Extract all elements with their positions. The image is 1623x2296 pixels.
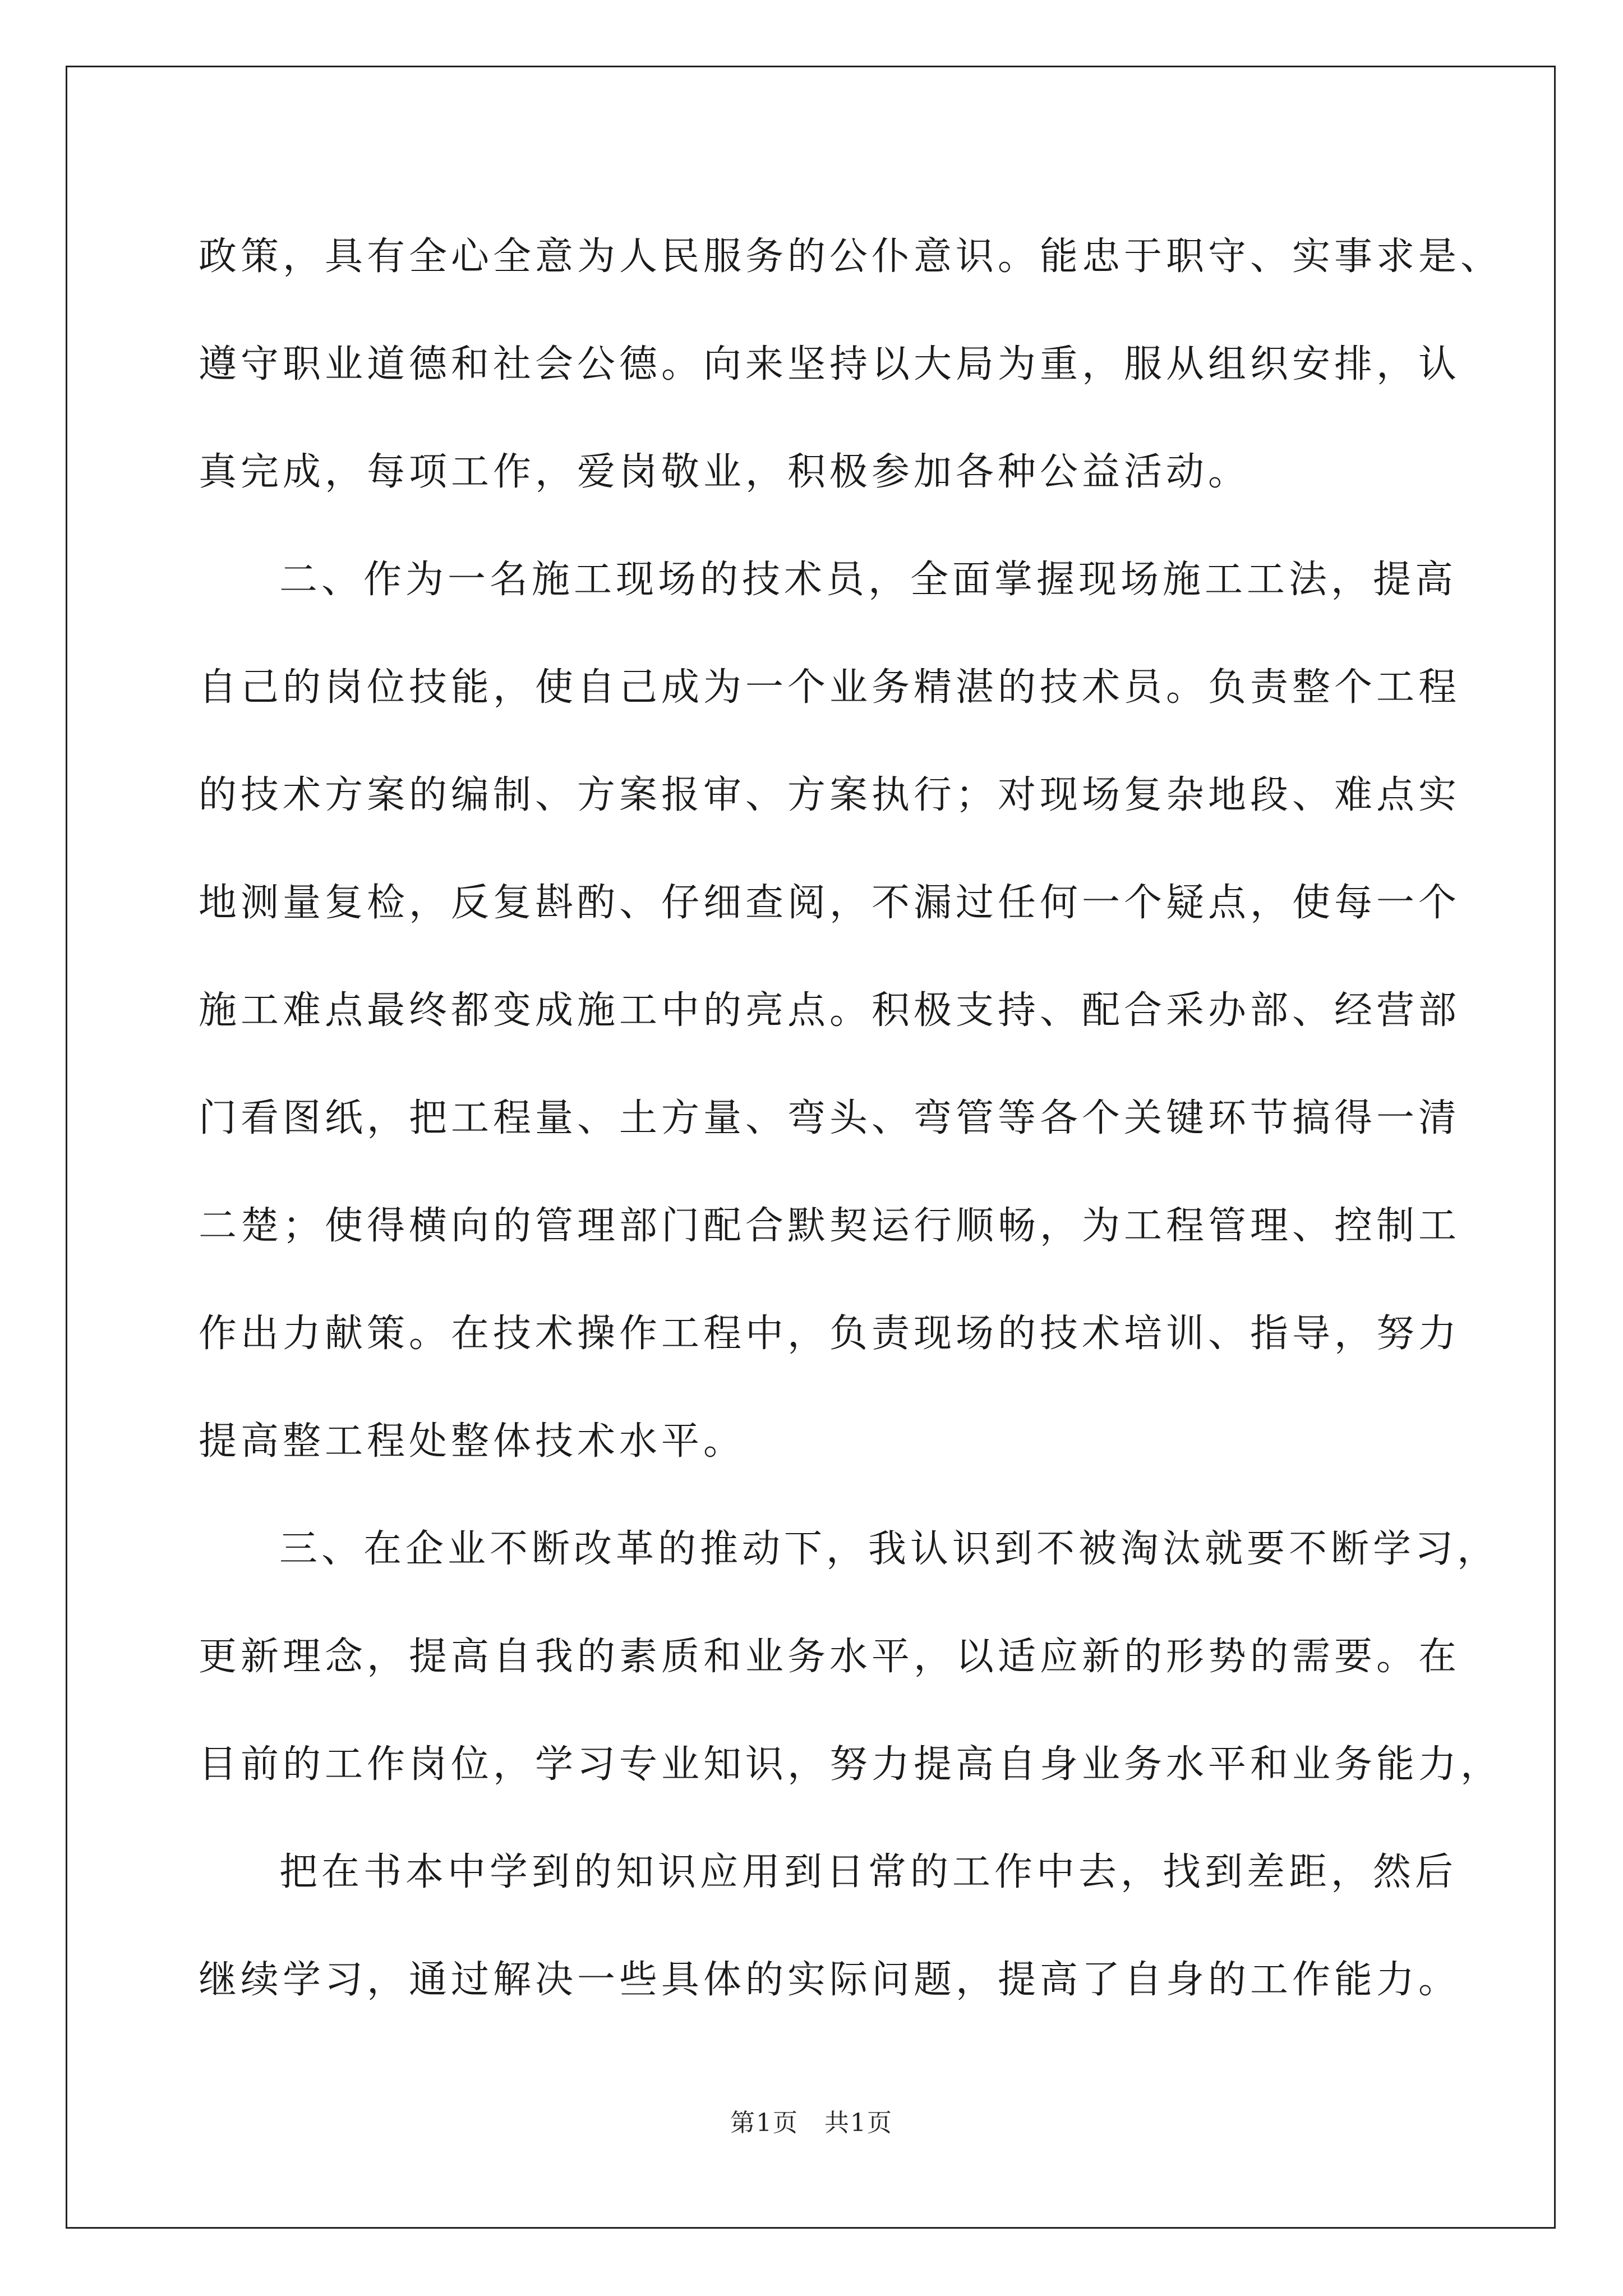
paragraph-1	[199, 203, 1503, 526]
text-line: 门看图纸，把工程量、土方量、弯头、弯管等各个关键环节搞得一清	[199, 1096, 1461, 1140]
paragraph-3	[199, 1496, 1503, 1819]
text-line: 的技术方案的编制、方案报审、方案执行；对现场复杂地段、难点实	[199, 773, 1461, 817]
paragraph-2	[199, 526, 1461, 1496]
text-line: 地测量复检，反复斟酌、仔细查阅，不漏过任何一个疑点，使每一个	[199, 881, 1461, 925]
text-line: 政策，具有全心全意为人民服务的公仆意识。能忠于职守、实事求是、	[199, 234, 1503, 279]
text-line: 把在书本中学到的知识应用到日常的工作中去，找到差距，然后	[279, 1850, 1458, 1894]
paragraph-4	[199, 1819, 1461, 2034]
text-line: 二、作为一名施工现场的技术员，全面掌握现场施工工法，提高	[279, 558, 1458, 602]
text-line: 三、在企业不断改革的推动下，我认识到不被淘汰就要不断学习，	[279, 1527, 1500, 1571]
text-line: 二楚；使得横向的管理部门配合默契运行顺畅，为工程管理、控制工	[199, 1204, 1461, 1248]
text-line: 施工难点最终都变成施工中的亮点。积极支持、配合采办部、经营部	[199, 988, 1461, 1033]
text-line: 作出力献策。在技术操作工程中，负责现场的技术培训、指导，努力	[199, 1312, 1461, 1356]
page-number-footer: 第1页 共1页	[730, 2109, 893, 2137]
document-body	[199, 203, 1503, 2034]
text-line: 提高整工程处整体技术水平。	[199, 1419, 746, 1464]
text-line: 继续学习，通过解决一些具体的实际问题，提高了自身的工作能力。	[199, 1958, 1461, 2002]
text-line: 目前的工作岗位，学习专业知识，努力提高自身业务水平和业务能力，	[199, 1742, 1503, 1787]
text-line: 真完成，每项工作，爱岗敬业，积极参加各种公益活动。	[199, 450, 1251, 494]
text-line: 遵守职业道德和社会公德。向来坚持以大局为重，服从组织安排，认	[199, 342, 1461, 386]
text-line: 自己的岗位技能，使自己成为一个业务精湛的技术员。负责整个工程	[199, 665, 1461, 710]
text-line: 更新理念，提高自我的素质和业务水平，以适应新的形势的需要。在	[199, 1635, 1461, 1679]
